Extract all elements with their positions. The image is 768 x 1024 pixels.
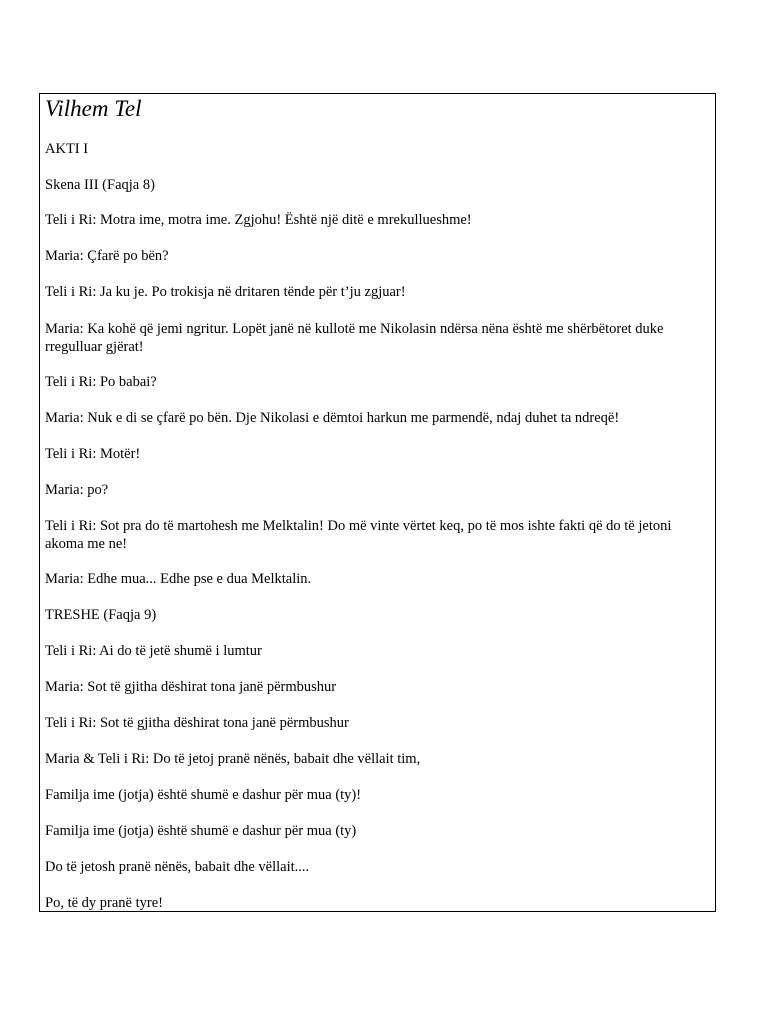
lyric-line: Po, të dy pranë tyre! [45,895,163,911]
act-heading: AKTI I [45,141,89,157]
lyric-line: Familja ime (jotja) është shumë e dashur për mua (ty) [45,823,357,839]
scene-heading: Skena III (Faqja 8) [45,177,155,193]
dialogue-line: Maria: Ka kohë që jemi ngritur. Lopët janë në kullotë me Nikolasin ndërsa nëna është me shërbëtoret duke rregulluar gjërat! [45,321,664,355]
document-title: Vilhem Tel [45,96,142,121]
dialogue-line: Teli i Ri: Motër! [45,446,141,462]
section-heading: TRESHE (Faqja 9) [45,607,157,623]
dialogue-line: Teli i Ri: Ja ku je. Po trokisja në dritaren tënde për t’ju zgjuar! [45,284,406,300]
dialogue-line: Teli i Ri: Sot pra do të martohesh me Melktalin! Do më vinte vërtet keq, po të mos ishte fakti që do të jetoni akoma me ne! [45,518,672,552]
dialogue-line: Maria: Nuk e di se çfarë po bën. Dje Nikolasi e dëmtoi harkun me parmendë, ndaj duhet ta ndreqë! [45,410,620,426]
lyric-line: Familja ime (jotja) është shumë e dashur për mua (ty)! [45,787,362,803]
dialogue-line: Teli i Ri: Po babai? [45,374,157,390]
lyric-line: Maria: Sot të gjitha dëshirat tona janë përmbushur [45,679,337,695]
document-page [39,93,716,912]
lyric-line: Do të jetosh pranë nënës, babait dhe vëllait.... [45,859,310,875]
dialogue-line: Maria: Edhe mua... Edhe pse e dua Melktalin. [45,571,312,587]
dialogue-line: Maria: po? [45,482,109,498]
lyric-line: Maria & Teli i Ri: Do të jetoj pranë nënës, babait dhe vëllait tim, [45,751,421,767]
dialogue-line: Teli i Ri: Motra ime, motra ime. Zgjohu! Është një ditë e mrekullueshme! [45,212,472,228]
lyric-line: Teli i Ri: Sot të gjitha dëshirat tona janë përmbushur [45,715,349,731]
dialogue-line: Maria: Çfarë po bën? [45,248,169,264]
lyric-line: Teli i Ri: Ai do të jetë shumë i lumtur [45,643,262,659]
